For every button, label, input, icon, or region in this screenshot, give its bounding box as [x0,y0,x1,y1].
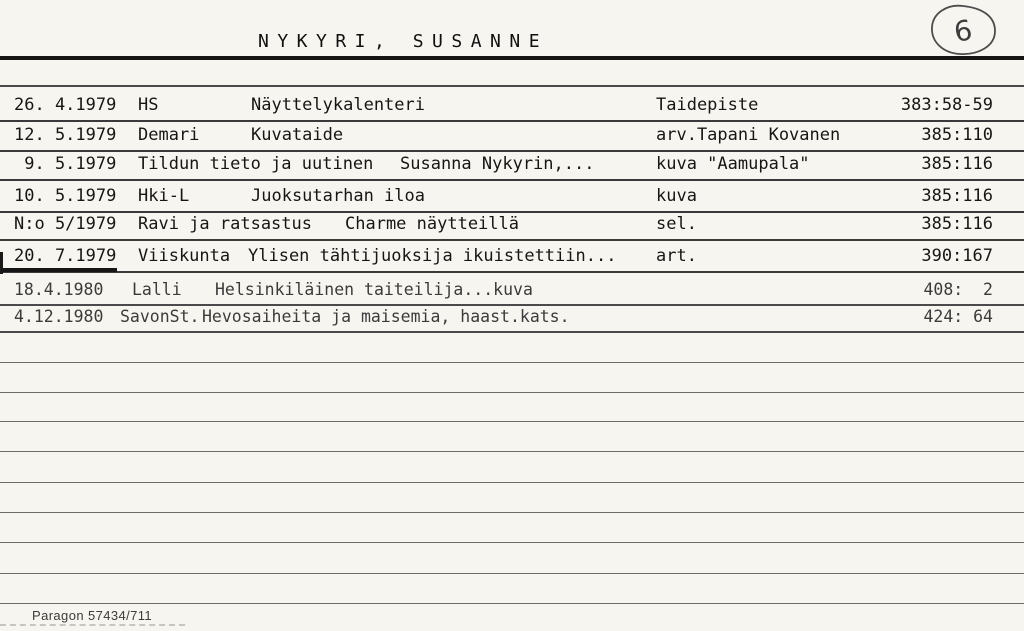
entry-ref: 424: 64 [923,307,993,326]
entry-source: Lalli [132,280,182,299]
ruled-line [0,392,1024,393]
entry-ref: 383:58-59 [900,95,993,115]
ruled-line [0,451,1024,452]
entry-title: Hevosaiheita ja maisemia, haast.kats. [202,307,570,326]
ruled-line [0,573,1024,574]
entry-ref: 385:116 [921,214,993,234]
entry-title: Susanna Nykyrin,... [400,154,595,174]
entry-note: kuva "Aamupala" [656,154,810,174]
entry-note: kuva [656,186,697,206]
entry-date: 4.12.1980 [14,307,104,326]
entry-ref: 408: 2 [923,280,993,299]
entry-row [0,245,1024,270]
entry-ref: 385:116 [921,186,993,206]
entry-row [0,213,1024,238]
entry-title: Näyttelykalenteri [251,95,425,115]
entry-title: Kuvataide [251,125,344,145]
card-header-name: NYKYRI, SUSANNE [258,31,549,52]
entry-source: HS [138,95,159,115]
ruled-line [0,239,1024,241]
entry-title: Charme näytteillä [345,214,519,234]
ruled-line [0,482,1024,483]
ruled-line [0,421,1024,422]
entry-note: arv.Tapani Kovanen [656,125,841,145]
entry-source: SavonSt. [120,307,200,326]
entry-date: 18.4.1980 [14,280,104,299]
entry-source: Tildun tieto ja uutinen [138,154,374,174]
scan-edge-mark [0,624,185,626]
entry-date: 9. 5.1979 [14,154,117,174]
entry-source: Hki-L [138,186,190,206]
entry-title: Ylisen tähtijuoksija ikuistettiin... [248,246,617,266]
entry-source: Demari [138,125,200,145]
entry-row [0,185,1024,210]
entry-date: N:o 5/1979 [14,214,117,234]
ruled-line [0,271,1024,273]
entry-row [0,305,1024,330]
entry-ref: 385:116 [921,154,993,174]
entry-date: 10. 5.1979 [14,186,117,206]
ruled-line [0,362,1024,363]
entry-note: Taidepiste [656,95,759,115]
entry-ref: 385:110 [921,125,993,145]
print-code: Paragon 57434/711 [32,608,153,623]
entry-row [0,124,1024,149]
entry-title: Helsinkiläinen taiteilija...kuva [215,280,533,299]
page-number-text: 6 [951,13,975,49]
entry-date: 20. 7.1979 [14,246,117,266]
ruled-line [0,179,1024,181]
ruled-line [0,120,1024,122]
ruled-line [0,512,1024,513]
ruled-line [0,56,1024,60]
entry-row [0,278,1024,303]
entry-source: Viiskunta [138,246,231,266]
entry-row [0,94,1024,119]
ruled-line [0,85,1024,87]
entry-ref: 390:167 [921,246,993,266]
ruled-line [0,331,1024,333]
entry-note: art. [656,246,697,266]
entry-date: 26. 4.1979 [14,95,117,115]
entry-date: 12. 5.1979 [14,125,117,145]
ruled-line [0,603,1024,604]
ruled-line [0,542,1024,543]
entry-row [0,153,1024,178]
entry-note: sel. [656,214,697,234]
page-number-circle [927,3,1001,57]
entry-source: Ravi ja ratsastus [138,214,312,234]
entry-title: Juoksutarhan iloa [251,186,425,206]
